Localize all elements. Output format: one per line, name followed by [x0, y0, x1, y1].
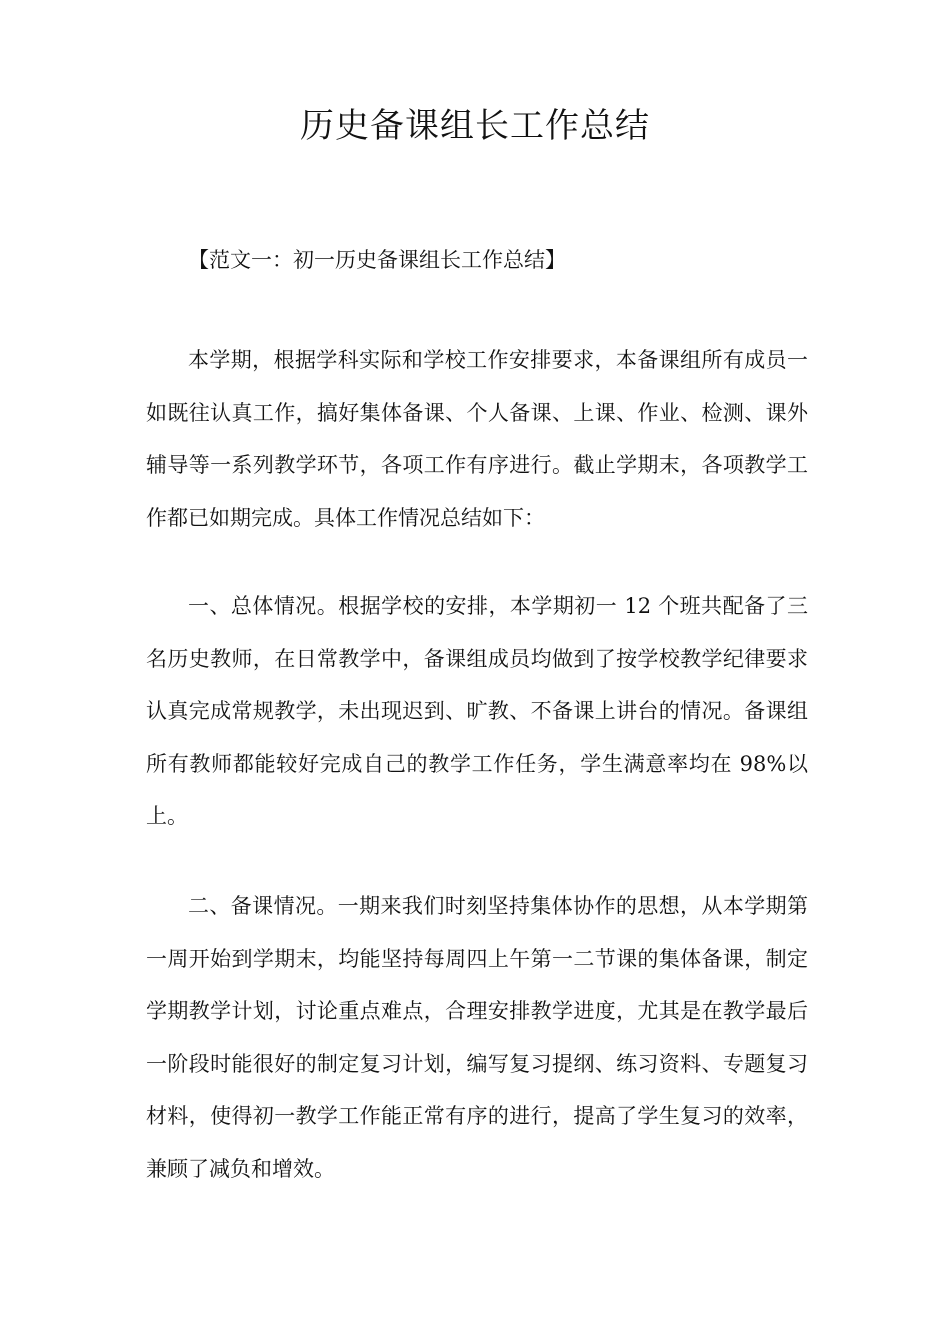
paragraph-intro: 本学期，根据学科实际和学校工作安排要求，本备课组所有成员一如既往认真工作，搞好集体备课、个人备课、上课、作业、检测、课外辅导等一系列教学环节，各项工作有序进行。截止学期末，各项教学工作都已如期完成。具体工作情况总结如下：: [146, 348, 808, 530]
document-title: 历史备课组长工作总结: [300, 106, 650, 146]
paragraph-overall-situation: 一、总体情况。根据学校的安排，本学期初一 12 个班共配备了三名历史教师，在日常教学中，备课组成员均做到了按学校教学纪律要求认真完成常规教学，未出现迟到、旷教、不备课上讲台的情况。备课组所有教师都能较好完成自己的教学工作任务，学生满意率均在 98%以上。: [146, 594, 808, 828]
document-subtitle: 【范文一：初一历史备课组长工作总结】: [188, 248, 566, 272]
paragraph-lesson-preparation: 二、备课情况。一期来我们时刻坚持集体协作的思想，从本学期第一周开始到学期末，均能坚持每周四上午第一二节课的集体备课，制定学期教学计划，讨论重点难点，合理安排教学进度，尤其是在教学最后一阶段时能很好的制定复习计划，编写复习提纲、练习资料、专题复习材料，使得初一教学工作能正常有序的进行，提高了学生复习的效率，兼顾了减负和增效。: [146, 894, 808, 1181]
